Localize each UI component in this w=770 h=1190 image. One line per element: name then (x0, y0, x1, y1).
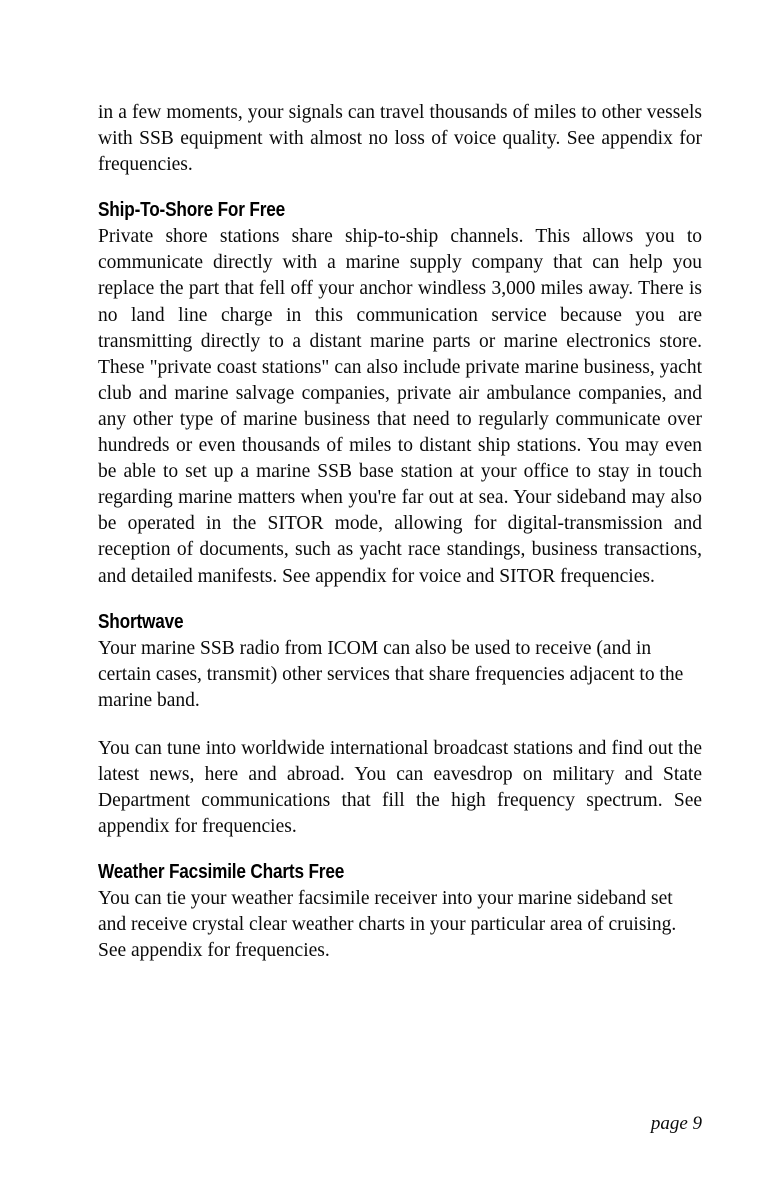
spacer (98, 840, 702, 861)
text-column (98, 100, 702, 965)
section-heading-shortwave: Shortwave (98, 610, 184, 633)
section-heading-ship-to-shore: Ship-To-Shore For Free (98, 199, 286, 222)
section-paragraph: You can tune into worldwide international broadcast stations and find out the latest news, here and abroad. You can eavesdrop on military and State Department communications that fill the high frequency spectrum. See appendix for frequencies. (98, 737, 702, 838)
intro-paragraph: in a few moments, your signals can travel thousands of miles to other vessels with SSB equipment with almost no loss of voice quality. See appendix for frequencies. (98, 102, 702, 176)
spacer (98, 178, 702, 199)
spacer (98, 714, 702, 736)
page-footer: page 9 (650, 1113, 702, 1134)
section-paragraph: You can tie your weather facsimile receiver into your marine sideband set and receive crystal clear weather charts in your particular area of cruising. See appendix for frequencies. (98, 888, 677, 962)
section-heading-weather-facsimile: Weather Facsimile Charts Free (98, 861, 345, 884)
section-paragraph: Private shore stations share ship-to-ship channels. This allows you to communicate directly with a marine supply company that can help you replace the part that fell off your anchor windless 3,000 miles away. There is no land line charge in this communication service because you are transmitting directly to a distant marine parts or marine electronics store. These "private coast stations" can also include private marine business, yacht club and marine salvage companies, private air ambulance companies, and any other type of marine business that need to regularly communicate over hundreds or even thousands of miles to distant ship stations. You may even be able to set up a marine SSB base station at your office to stay in touch regarding marine matters when you're far out at sea. Your sideband may also be operated in the SITOR mode, allowing for digital-transmission and reception of documents, such as yacht race standings, business transactions, and detailed manifests. See appendix for voice and SITOR frequencies. (98, 226, 702, 587)
spacer (98, 590, 702, 611)
section-paragraph: Your marine SSB radio from ICOM can also be used to receive (and in certain cases, transmit) other services that share frequencies adjacent to the marine band. (98, 637, 684, 711)
